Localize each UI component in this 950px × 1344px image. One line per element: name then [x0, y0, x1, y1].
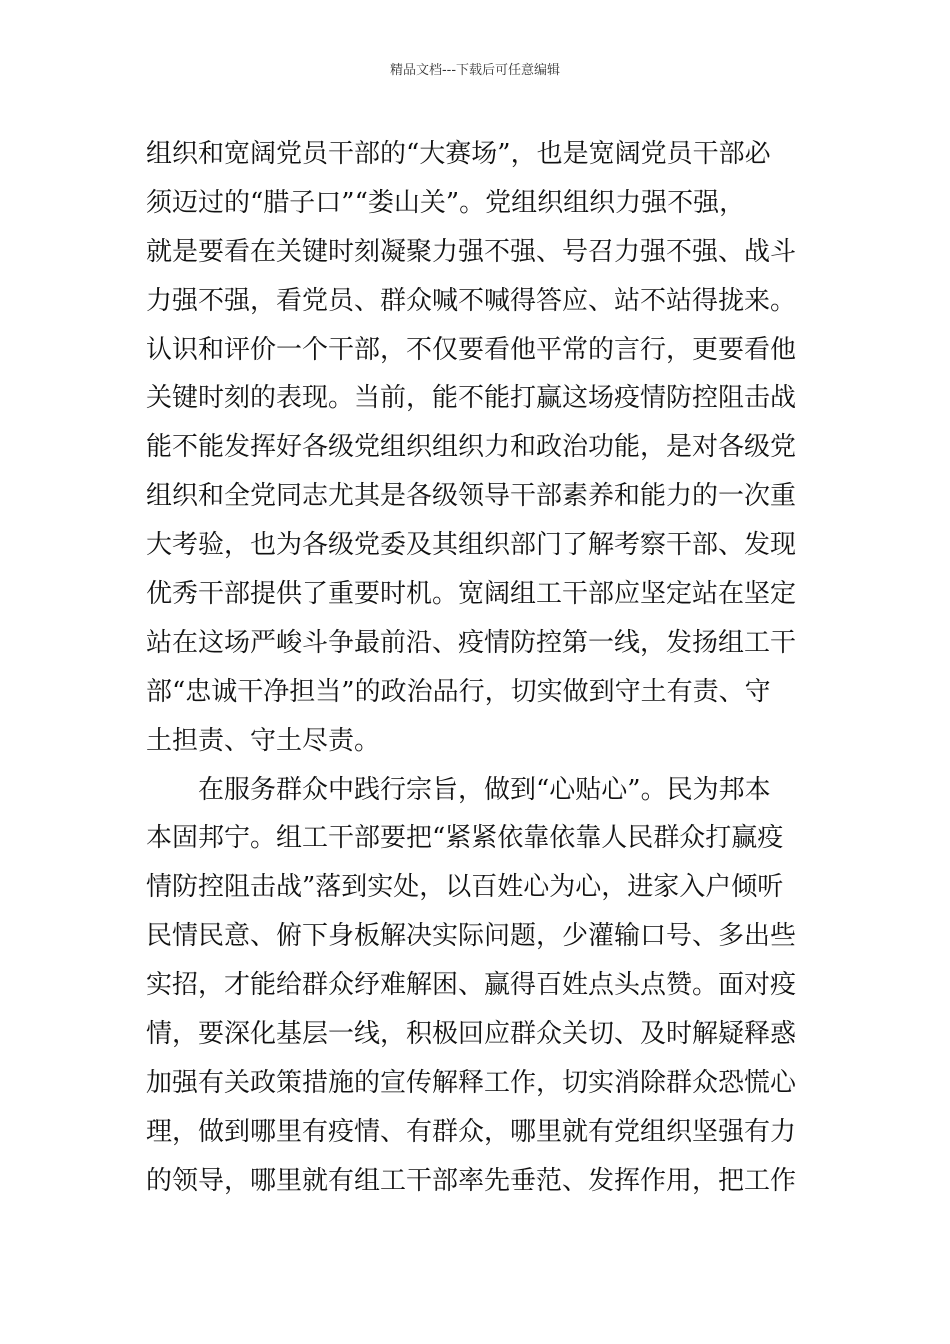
- text-line: 就是要看在关键时刻凝聚力强不强、号召力强不强、战斗: [146, 236, 797, 267]
- text-line: 部“忠诚干净担当”的政治品行，切实做到守土有责、守: [146, 676, 771, 707]
- text-line: 本固邦宁。组工干部要把“紧紧依靠依靠人民群众打赢疫: [146, 823, 784, 854]
- text-line: 组织和全党同志尤其是各级领导干部素养和能力的一次重: [146, 481, 797, 512]
- text-line: 认识和评价一个干部，不仅要看他平常的言行，更要看他: [146, 334, 797, 365]
- text-line: 理，做到哪里有疫情、有群众，哪里就有党组织坚强有力: [146, 1116, 797, 1147]
- text-line: 须迈过的“腊子口”“娄山关”。党组织组织力强不强，: [146, 187, 746, 218]
- text-line: 能不能发挥好各级党组织组织力和政治功能，是对各级党: [146, 432, 797, 463]
- text-line: 力强不强，看党员、群众喊不喊得答应、站不站得拢来。: [146, 285, 797, 316]
- text-line: 优秀干部提供了重要时机。宽阔组工干部应坚定站在坚定: [146, 579, 797, 610]
- text-line: 站在这场严峻斗争最前沿、疫情防控第一线，发扬组工干: [146, 627, 797, 658]
- paragraph-start-line: 在服务群众中践行宗旨，做到“心贴心”。民为邦本: [198, 774, 771, 805]
- text-line: 情防控阻击战”落到实处，以百姓心为心，进家入户倾听: [146, 872, 784, 903]
- text-line: 民情民意、俯下身板解决实际问题，少灌输口号、多出些: [146, 921, 797, 952]
- page-header: 精品文档---下载后可任意编辑: [389, 63, 561, 78]
- text-line: 关键时刻的表现。当前，能不能打赢这场疫情防控阻击战: [146, 383, 797, 414]
- document-body: [146, 130, 806, 1206]
- text-line: 的领导，哪里就有组工干部率先垂范、发挥作用，把工作: [146, 1165, 797, 1196]
- text-line: 情，要深化基层一线，积极回应群众关切、及时解疑释惑: [146, 1019, 797, 1050]
- text-line: 组织和宽阔党员干部的“大赛场”，也是宽阔党员干部必: [146, 139, 771, 169]
- text-line: 土担责、守土尽责。: [146, 725, 381, 756]
- text-line: 加强有关政策措施的宣传解释工作，切实消除群众恐慌心: [146, 1067, 797, 1098]
- text-line: 大考验，也为各级党委及其组织部门了解考察干部、发现: [146, 530, 797, 561]
- text-line: 实招，才能给群众纾难解困、赢得百姓点头点赞。面对疫: [146, 970, 797, 1001]
